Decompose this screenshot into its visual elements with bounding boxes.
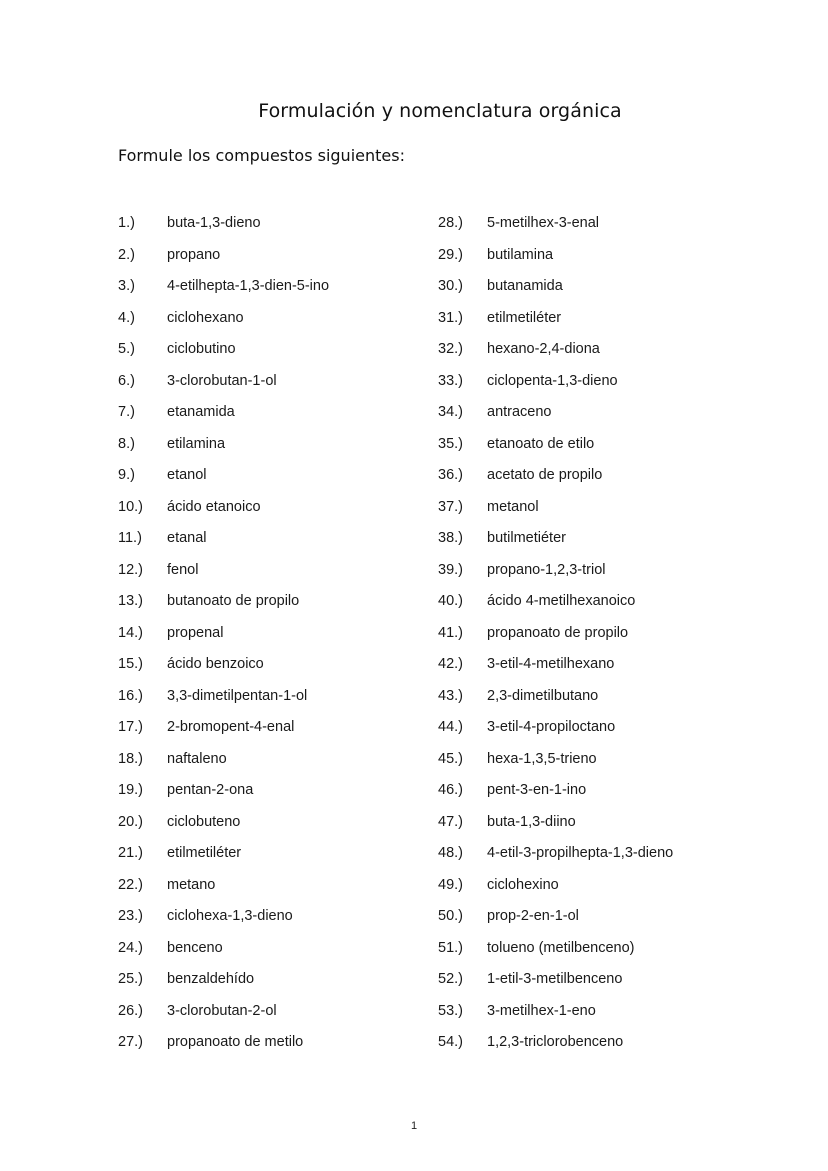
list-item — [118, 245, 329, 277]
compound-name: benzaldehído — [167, 971, 255, 987]
list-item — [438, 1032, 673, 1064]
list-item — [118, 1001, 329, 1033]
list-item — [118, 717, 329, 749]
list-item — [438, 843, 673, 875]
list-item — [118, 528, 329, 560]
list-item — [118, 686, 329, 718]
compound-name: fenol — [167, 561, 199, 578]
item-number: 51.) — [438, 939, 463, 956]
compound-name: 1-etil-3-metilbenceno — [487, 971, 623, 987]
list-item — [438, 213, 673, 245]
compound-name: butanoato de propilo — [167, 593, 300, 609]
list-item — [118, 560, 329, 592]
compound-name: 4-etil-3-propilhepta-1,3-dieno — [487, 845, 674, 861]
item-number: 20.) — [118, 813, 143, 830]
item-number: 33.) — [438, 372, 463, 389]
item-number: 22.) — [118, 876, 143, 893]
list-item — [118, 591, 329, 623]
list-item — [118, 308, 329, 340]
item-number: 8.) — [118, 435, 135, 452]
list-item — [438, 717, 673, 749]
item-number: 14.) — [118, 624, 143, 641]
compound-name: butilamina — [487, 246, 554, 263]
item-number: 15.) — [118, 656, 143, 672]
item-number: 36.) — [438, 467, 463, 483]
list-item — [118, 339, 329, 371]
list-item — [438, 623, 673, 655]
item-number: 32.) — [438, 341, 463, 357]
compound-name: antraceno — [487, 404, 552, 420]
compound-name: etanamida — [167, 404, 235, 420]
item-number: 30.) — [438, 278, 463, 294]
item-number: 37.) — [438, 498, 463, 515]
item-number: 28.) — [438, 215, 463, 231]
list-item — [438, 371, 673, 403]
item-number: 43.) — [438, 687, 463, 704]
compound-name: propano-1,2,3-triol — [487, 561, 606, 578]
item-number: 31.) — [438, 309, 463, 326]
item-number: 16.) — [118, 687, 143, 704]
list-item — [118, 434, 329, 466]
compound-name: 4-etilhepta-1,3-dien-5-ino — [167, 278, 330, 294]
item-number: 24.) — [118, 939, 143, 956]
compound-name: ácido benzoico — [167, 656, 264, 672]
compound-name: pent-3-en-1-ino — [487, 782, 587, 798]
list-item — [118, 623, 329, 655]
compound-name: ciclobuteno — [167, 813, 241, 830]
compound-name: 1,2,3-triclorobenceno — [487, 1034, 624, 1050]
compound-name: ácido etanoico — [167, 498, 261, 515]
item-number: 35.) — [438, 435, 463, 452]
list-item — [118, 497, 329, 529]
compound-name: 3-clorobutan-2-ol — [167, 1002, 277, 1019]
list-item — [438, 1001, 673, 1033]
list-item — [438, 276, 673, 308]
compound-name: 5-metilhex-3-enal — [487, 215, 600, 231]
item-number: 12.) — [118, 561, 143, 578]
compound-name: etilamina — [167, 435, 226, 452]
list-item — [118, 812, 329, 844]
compound-name: buta-1,3-dieno — [167, 215, 261, 231]
compound-name: propenal — [167, 624, 224, 641]
item-number: 10.) — [118, 498, 143, 515]
list-item — [438, 938, 673, 970]
list-item — [438, 308, 673, 340]
list-item — [118, 875, 329, 907]
list-item — [438, 465, 673, 497]
list-item — [118, 654, 329, 686]
compound-name: tolueno (metilbenceno) — [487, 939, 635, 956]
compound-list-left — [118, 213, 329, 1064]
list-item — [438, 654, 673, 686]
list-item — [438, 780, 673, 812]
compound-name: metanol — [487, 498, 539, 515]
compound-name: ciclohexano — [167, 309, 244, 326]
compound-name: 2-bromopent-4-enal — [167, 719, 295, 735]
compound-name: etanol — [167, 467, 207, 483]
item-number: 47.) — [438, 813, 463, 830]
list-item — [438, 560, 673, 592]
compound-name: benceno — [167, 939, 223, 956]
compound-name: etanoato de etilo — [487, 435, 595, 452]
compound-name: etilmetiléter — [487, 309, 562, 326]
item-number: 41.) — [438, 624, 463, 641]
compound-name: ciclohexa-1,3-dieno — [167, 908, 293, 924]
item-number: 26.) — [118, 1002, 143, 1019]
item-number: 6.) — [118, 372, 135, 389]
list-item — [438, 969, 673, 1001]
list-item — [118, 371, 329, 403]
list-item — [438, 749, 673, 781]
item-number: 17.) — [118, 719, 143, 735]
item-number: 11.) — [118, 530, 142, 546]
compound-name: butilmetiéter — [487, 530, 566, 546]
item-number: 18.) — [118, 750, 143, 767]
compound-name: propanoato de propilo — [487, 624, 629, 641]
item-number: 1.) — [118, 215, 135, 231]
compound-name: etanal — [167, 530, 207, 546]
item-number: 42.) — [438, 656, 463, 672]
item-number: 3.) — [118, 278, 135, 294]
list-item — [438, 812, 673, 844]
list-item — [438, 402, 673, 434]
compound-name: ciclohexino — [487, 876, 559, 893]
compound-name: 3-etil-4-propiloctano — [487, 719, 616, 735]
item-number: 48.) — [438, 845, 463, 861]
list-item — [118, 276, 329, 308]
list-item — [118, 749, 329, 781]
list-item — [438, 497, 673, 529]
compound-name: 2,3-dimetilbutano — [487, 687, 599, 704]
item-number: 40.) — [438, 593, 463, 609]
item-number: 19.) — [118, 782, 143, 798]
compound-name: propano — [167, 246, 221, 263]
list-item — [118, 843, 329, 875]
instruction-text: Formule los compuestos siguientes: — [118, 146, 405, 165]
item-number: 45.) — [438, 750, 463, 767]
item-number: 7.) — [118, 404, 135, 420]
item-number: 52.) — [438, 971, 463, 987]
list-item — [438, 591, 673, 623]
item-number: 25.) — [118, 971, 143, 987]
compound-name: naftaleno — [167, 750, 227, 767]
compound-name: propanoato de metilo — [167, 1034, 304, 1050]
item-number: 39.) — [438, 561, 463, 578]
page-number: 1 — [410, 1120, 418, 1132]
item-number: 23.) — [118, 908, 143, 924]
compound-name: 3-etil-4-metilhexano — [487, 656, 615, 672]
item-number: 54.) — [438, 1034, 463, 1050]
list-item — [118, 1032, 329, 1064]
item-number: 38.) — [438, 530, 463, 546]
item-number: 44.) — [438, 719, 463, 735]
list-item — [438, 875, 673, 907]
compound-name: hexa-1,3,5-trieno — [487, 750, 597, 767]
compound-name: hexano-2,4-diona — [487, 341, 600, 357]
list-item — [118, 465, 329, 497]
compound-name: pentan-2-ona — [167, 782, 254, 798]
item-number: 27.) — [118, 1034, 143, 1050]
item-number: 50.) — [438, 908, 463, 924]
list-item — [118, 969, 329, 1001]
item-number: 5.) — [118, 341, 135, 357]
compound-name: 3-clorobutan-1-ol — [167, 372, 277, 389]
list-item — [438, 339, 673, 371]
compound-name: 3,3-dimetilpentan-1-ol — [167, 687, 308, 704]
list-item — [118, 938, 329, 970]
list-item — [118, 402, 329, 434]
page-title: Formulación y nomenclatura orgánica — [258, 100, 622, 122]
list-item — [438, 906, 673, 938]
list-item — [118, 780, 329, 812]
compound-name: butanamida — [487, 278, 563, 294]
item-number: 4.) — [118, 309, 135, 326]
item-number: 2.) — [118, 246, 135, 263]
item-number: 13.) — [118, 593, 143, 609]
compound-name: ciclobutino — [167, 341, 236, 357]
item-number: 46.) — [438, 782, 463, 798]
item-number: 21.) — [118, 845, 143, 861]
list-item — [438, 245, 673, 277]
compound-name: acetato de propilo — [487, 467, 603, 483]
compound-name: 3-metilhex-1-eno — [487, 1002, 596, 1019]
list-item — [438, 434, 673, 466]
compound-name: metano — [167, 876, 216, 893]
compound-name: ciclopenta-1,3-dieno — [487, 372, 618, 389]
item-number: 49.) — [438, 876, 463, 893]
list-item — [118, 906, 329, 938]
item-number: 9.) — [118, 467, 135, 483]
list-item — [438, 686, 673, 718]
compound-name: buta-1,3-diino — [487, 813, 576, 830]
compound-name: prop-2-en-1-ol — [487, 908, 579, 924]
item-number: 29.) — [438, 246, 463, 263]
item-number: 34.) — [438, 404, 463, 420]
item-number: 53.) — [438, 1002, 463, 1019]
list-item — [438, 528, 673, 560]
compound-name: ácido 4-metilhexanoico — [487, 593, 636, 609]
compound-name: etilmetiléter — [167, 845, 242, 861]
list-item — [118, 213, 329, 245]
compound-list-right — [438, 213, 673, 1064]
